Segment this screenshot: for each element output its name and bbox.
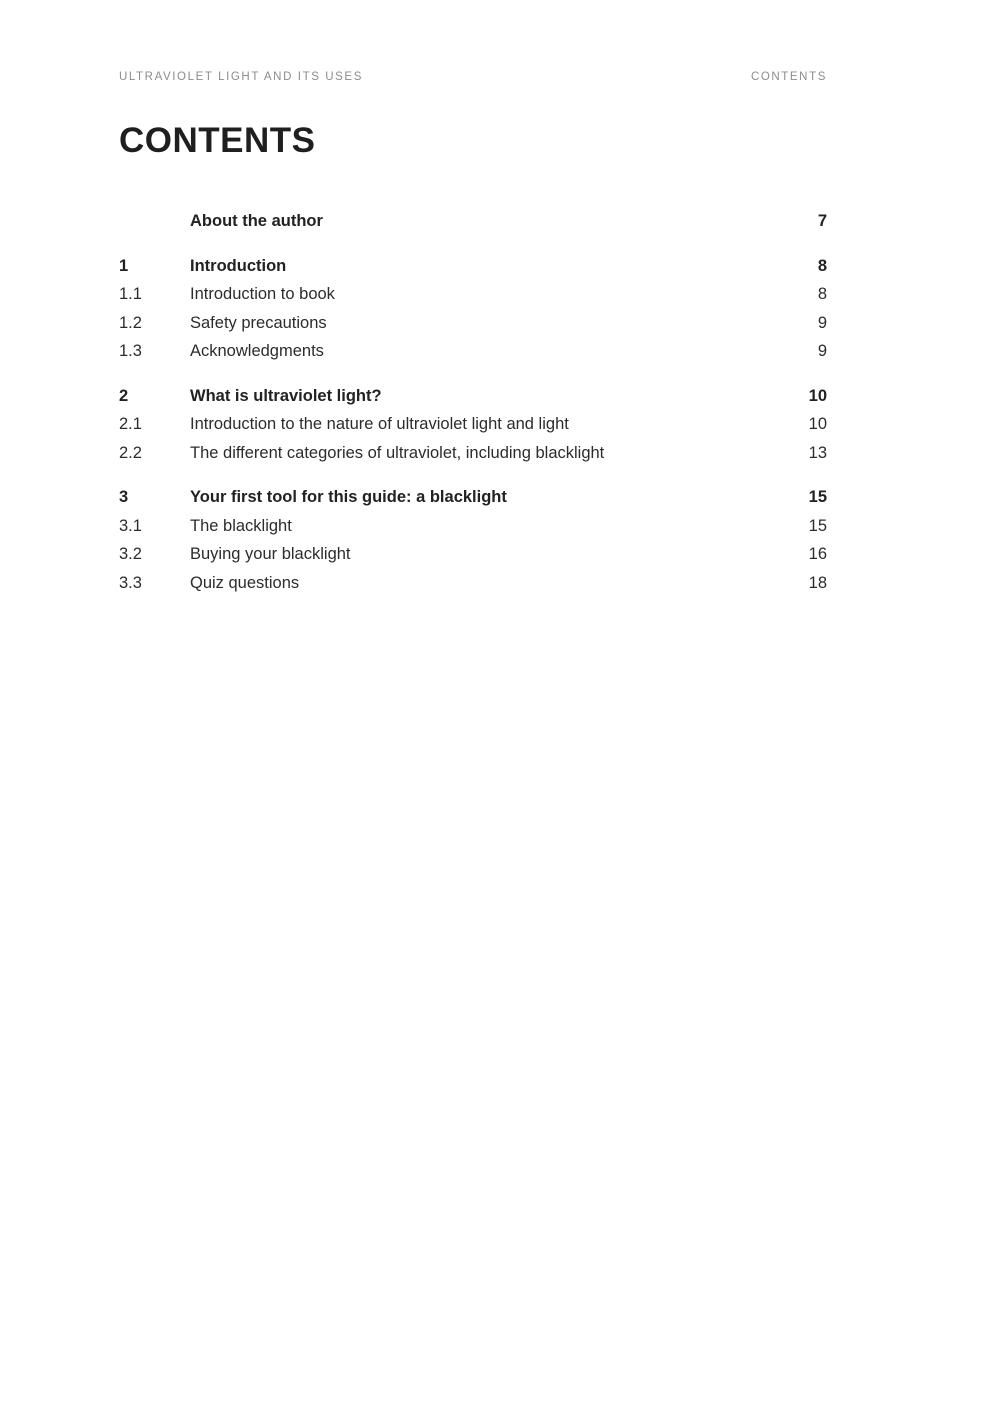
toc-entry-number: 3.2 [119, 545, 142, 563]
toc-entry-number: 2.1 [119, 415, 142, 433]
toc-entry-page: 15 [808, 488, 827, 506]
toc-group [119, 207, 827, 236]
toc-entry-number: 1.3 [119, 342, 142, 360]
toc-entry-label: Introduction to book [190, 285, 335, 303]
toc-entry-number: 3.1 [119, 516, 142, 535]
toc-entry-number: 2 [119, 386, 129, 405]
toc-row [119, 280, 827, 309]
toc-entry-label: About the author [190, 212, 323, 230]
toc-row [119, 207, 827, 236]
toc-row [119, 512, 827, 541]
toc-row [119, 309, 827, 338]
toc-row [119, 410, 827, 439]
toc-entry-label: The blacklight [190, 516, 292, 535]
toc-entry-page: 9 [817, 313, 827, 332]
toc-group [119, 483, 827, 597]
toc-entry-label: Safety precautions [190, 313, 327, 332]
toc-row [119, 540, 827, 569]
toc-entry-page: 15 [808, 516, 827, 535]
toc-entry-page: 18 [808, 573, 827, 592]
table-of-contents [119, 207, 827, 597]
toc-entry-label: The different categories of ultraviolet, including blacklight [190, 443, 605, 462]
toc-entry-number: 3 [119, 488, 129, 506]
running-header-book-title: ULTRAVIOLET LIGHT AND ITS USES [119, 71, 363, 83]
toc-entry-number: 3.3 [119, 573, 142, 592]
toc-entry-label: Buying your blacklight [190, 545, 351, 563]
toc-entry-page: 8 [817, 285, 827, 303]
running-header [119, 71, 827, 83]
toc-entry-page: 13 [808, 443, 827, 462]
page-title: CONTENTS [119, 121, 316, 160]
toc-entry-page: 8 [817, 256, 827, 275]
toc-row [119, 483, 827, 512]
toc-row [119, 439, 827, 468]
running-header-section: CONTENTS [750, 71, 827, 83]
toc-entry-number: 1 [119, 256, 129, 275]
toc-entry-number: 1.1 [119, 285, 142, 303]
toc-row [119, 337, 827, 366]
toc-entry-label: Quiz questions [190, 573, 300, 592]
toc-entry-label: What is ultraviolet light? [190, 386, 382, 405]
toc-entry-label: Introduction [190, 256, 287, 275]
toc-entry-page: 16 [808, 545, 827, 563]
toc-row [119, 569, 827, 598]
toc-row [119, 252, 827, 281]
toc-row [119, 382, 827, 411]
toc-entry-label: Introduction to the nature of ultraviolet light and light [190, 415, 569, 433]
toc-entry-number: 1.2 [119, 313, 142, 332]
toc-entry-label: Your first tool for this guide: a blacklight [190, 488, 507, 506]
toc-entry-page: 9 [817, 342, 827, 360]
toc-group [119, 252, 827, 366]
toc-group [119, 382, 827, 468]
toc-entry-page: 10 [808, 386, 827, 405]
toc-entry-page: 10 [808, 415, 827, 433]
toc-entry-page: 7 [817, 212, 827, 230]
toc-entry-label: Acknowledgments [190, 342, 324, 360]
toc-entry-number: 2.2 [119, 443, 142, 462]
